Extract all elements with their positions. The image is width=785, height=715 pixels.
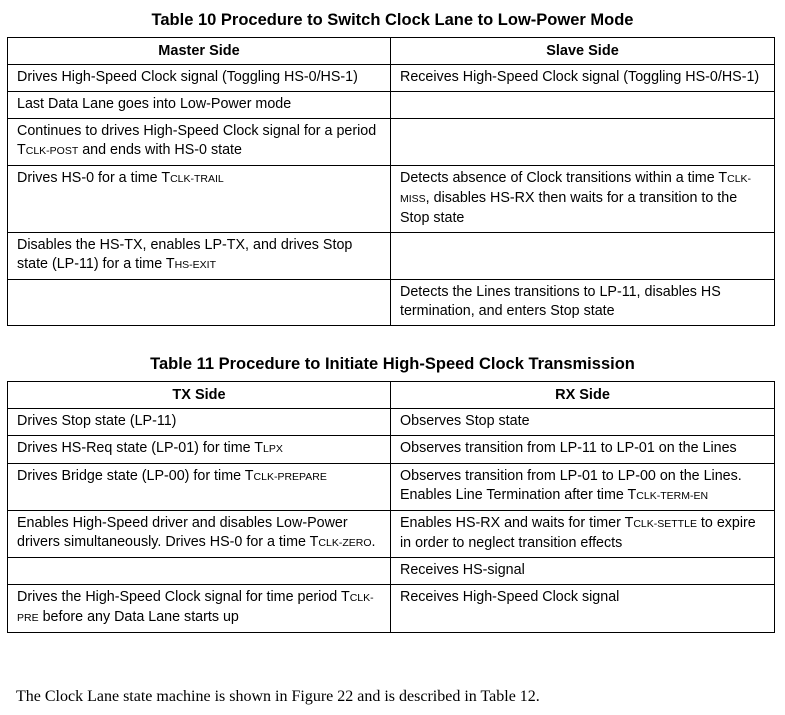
t10-left-cell [8,233,391,280]
table-10-body [8,65,775,326]
rx-side-header: RX Side [391,382,775,409]
cell-text: Observes transition from LP-01 to LP-00 on the Lines. Enables Line Termination after time T [400,468,742,503]
table-row [8,166,775,233]
t11-right-cell [391,511,775,558]
t10-left-cell [8,280,391,326]
t11-left-cell [8,436,391,464]
subscript-text: CLK-SETTLE [633,518,697,530]
subscript-text: CLK-TERM-EN [636,490,709,502]
table-row [8,464,775,511]
t11-right-cell [391,558,775,585]
table-row [8,92,775,119]
t10-right-cell [391,119,775,166]
table-row [8,280,775,326]
cell-text: Observes Stop state [400,413,530,429]
t10-left-cell [8,119,391,166]
table-10 [7,37,775,326]
cell-text: Observes transition from LP-11 to LP-01 on the Lines [400,440,737,456]
t10-right-cell [391,92,775,119]
table-row [8,233,775,280]
cell-text: Drives the High-Speed Clock signal for time period T [17,589,350,605]
table-11 [7,381,775,633]
subscript-text: LPX [263,443,283,455]
cell-text: Detects the Lines transitions to LP-11, disables HS termination, and enters Stop state [400,284,721,319]
tx-side-header: TX Side [8,382,391,409]
t11-left-cell [8,558,391,585]
subscript-text: CLK-POST [25,145,79,157]
cell-text: Disables the HS-TX, enables LP-TX, and drives Stop state (LP-11) for a time T [17,237,353,272]
subscript-text: CLK-TRAIL [170,173,224,185]
t10-right-cell [391,233,775,280]
cell-text: Drives Stop state (LP-11) [17,413,177,429]
cell-text: Continues to drives High-Speed Clock signal for a period T [17,123,377,158]
table-row [8,436,775,464]
slave-side-header: Slave Side [391,38,775,65]
table-row [8,558,775,585]
t10-left-cell [8,65,391,92]
t11-left-cell [8,585,391,633]
table-11-body [8,409,775,633]
cell-text: and ends with HS-0 state [78,142,242,158]
cell-text: Drives HS-0 for a time T [17,170,171,186]
table-row [8,119,775,166]
t11-right-cell [391,436,775,464]
t10-right-cell [391,65,775,92]
t10-left-cell [8,166,391,233]
cell-text: Receives High-Speed Clock signal (Toggling HS-0/HS-1) [400,69,760,85]
cell-text: Drives High-Speed Clock signal (Toggling HS-0/HS-1) [17,69,358,85]
cell-text: Enables High-Speed driver and disables Low-Power drivers simultaneously. Drives HS-0 for a time T [17,515,348,550]
cell-text: to expire in order to neglect transition effects [400,515,756,551]
table-11-caption: Table 11 Procedure to Initiate High-Speed Clock Transmission [150,355,635,373]
master-side-header: Master Side [8,38,391,65]
cell-text: . [371,534,376,550]
t11-left-cell [8,464,391,511]
t11-left-cell [8,511,391,558]
subscript-text: CLK-PRE [17,592,374,624]
cell-text: Receives HS-signal [400,562,525,578]
table-row [8,511,775,558]
subscript-text: CLK-MISS [400,173,752,205]
t10-left-cell [8,92,391,119]
cell-text: before any Data Lane starts up [38,609,239,625]
t10-right-cell [391,280,775,326]
table-row [8,65,775,92]
cell-text: Last Data Lane goes into Low-Power mode [17,96,292,112]
cell-text: Detects absence of Clock transitions within a time T [400,170,728,186]
t11-right-cell [391,464,775,511]
subscript-text: HS-EXIT [174,259,217,271]
cell-text: Drives HS-Req state (LP-01) for time T [17,440,264,456]
t11-right-cell [391,585,775,633]
table-row [8,585,775,633]
body-paragraph: The Clock Lane state machine is shown in Figure 22 and is described in Table 12. [16,688,540,705]
subscript-text: CLK-PREPARE [253,471,327,483]
cell-text: Enables HS-RX and waits for timer T [400,515,634,531]
cell-text: Drives Bridge state (LP-00) for time T [17,468,254,484]
table-row [8,409,775,436]
table-10-caption: Table 10 Procedure to Switch Clock Lane to Low-Power Mode [151,11,634,29]
t11-left-cell [8,409,391,436]
cell-text: Receives High-Speed Clock signal [400,589,620,605]
t10-right-cell [391,166,775,233]
t11-right-cell [391,409,775,436]
subscript-text: CLK-ZERO [318,537,372,549]
cell-text: , disables HS-RX then waits for a transition to the Stop state [400,190,738,226]
